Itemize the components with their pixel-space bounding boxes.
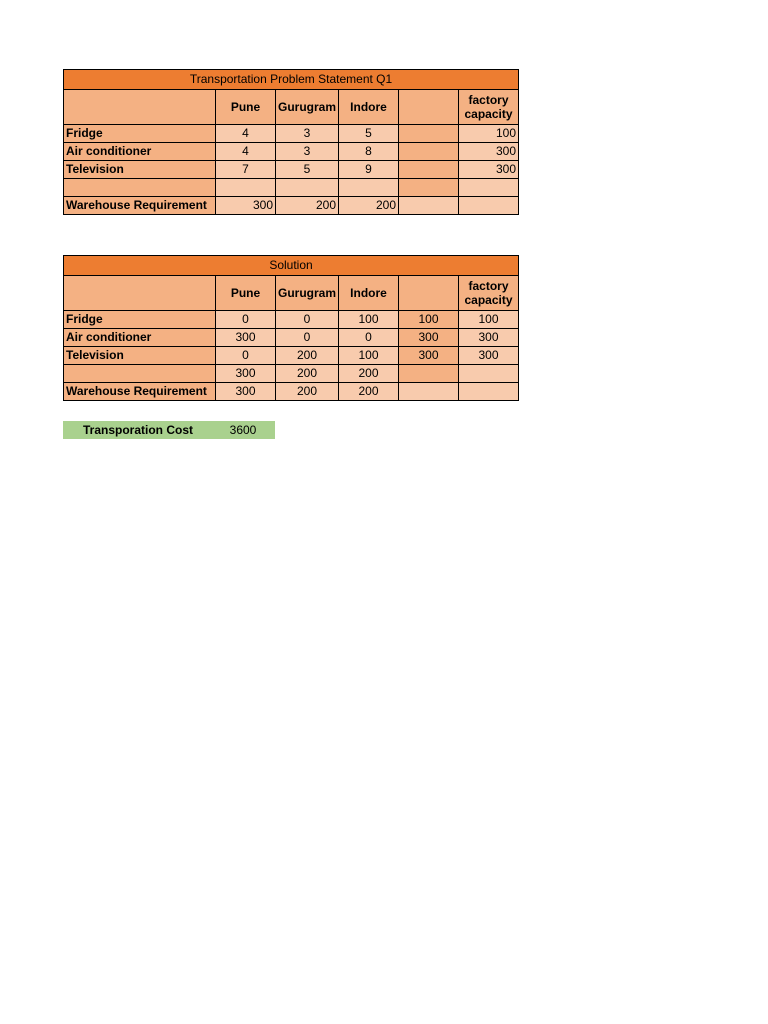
row-label-cell[interactable] <box>64 365 216 383</box>
row-label-cell[interactable]: Warehouse Requirement <box>64 383 216 401</box>
row-label-cell[interactable]: Warehouse Requirement <box>64 197 216 215</box>
solution-table <box>63 255 519 401</box>
empty-cell[interactable] <box>399 365 459 383</box>
empty-cell[interactable] <box>459 383 519 401</box>
row-label-cell[interactable] <box>64 179 216 197</box>
table-row <box>64 161 519 179</box>
solution-title-cell[interactable]: Solution <box>64 256 519 276</box>
capacity-cell[interactable]: 100 <box>459 125 519 143</box>
cost-cell[interactable]: 3 <box>276 125 339 143</box>
cost-cell[interactable]: 4 <box>216 125 276 143</box>
problem-table <box>63 69 519 215</box>
header-cell[interactable] <box>64 90 216 125</box>
requirement-cell[interactable]: 200 <box>276 197 339 215</box>
capacity-cell[interactable]: 300 <box>459 329 519 347</box>
capacity-cell[interactable]: 300 <box>459 347 519 365</box>
table-row <box>64 365 519 383</box>
cost-cell[interactable]: 9 <box>339 161 399 179</box>
empty-cell[interactable] <box>459 197 519 215</box>
empty-cell[interactable] <box>399 143 459 161</box>
capacity-cell[interactable]: 300 <box>459 161 519 179</box>
header-cell[interactable] <box>64 276 216 311</box>
requirement-cell[interactable]: 200 <box>276 383 339 401</box>
empty-cell[interactable] <box>276 179 339 197</box>
allocation-cell[interactable]: 0 <box>339 329 399 347</box>
header-cell[interactable]: factory capacity <box>459 90 519 125</box>
empty-cell[interactable] <box>399 197 459 215</box>
cost-cell[interactable]: 3 <box>276 143 339 161</box>
requirement-cell[interactable]: 300 <box>216 383 276 401</box>
allocation-cell[interactable]: 0 <box>216 347 276 365</box>
allocation-cell[interactable]: 300 <box>216 329 276 347</box>
row-label-cell[interactable]: Television <box>64 347 216 365</box>
row-label-cell[interactable]: Fridge <box>64 311 216 329</box>
empty-cell[interactable] <box>399 161 459 179</box>
transportation-cost-label[interactable]: Transporation Cost <box>82 423 193 437</box>
header-cell[interactable] <box>399 90 459 125</box>
transportation-cost-row <box>63 421 275 439</box>
cost-cell[interactable]: 7 <box>216 161 276 179</box>
table-row <box>64 311 519 329</box>
column-total-cell[interactable]: 200 <box>339 365 399 383</box>
empty-cell[interactable] <box>399 125 459 143</box>
row-total-cell[interactable]: 300 <box>399 329 459 347</box>
row-total-cell[interactable]: 300 <box>399 347 459 365</box>
allocation-cell[interactable]: 0 <box>216 311 276 329</box>
header-cell[interactable]: Pune <box>216 276 276 311</box>
header-cell[interactable]: Indore <box>339 90 399 125</box>
header-cell[interactable]: Indore <box>339 276 399 311</box>
capacity-cell[interactable]: 100 <box>459 311 519 329</box>
table-row <box>64 179 519 197</box>
empty-cell[interactable] <box>459 179 519 197</box>
table-row <box>64 125 519 143</box>
cost-cell[interactable]: 4 <box>216 143 276 161</box>
empty-cell[interactable] <box>459 365 519 383</box>
empty-cell[interactable] <box>399 383 459 401</box>
column-total-cell[interactable]: 200 <box>276 365 339 383</box>
allocation-cell[interactable]: 100 <box>339 347 399 365</box>
table-row <box>64 329 519 347</box>
row-label-cell[interactable]: Air conditioner <box>64 143 216 161</box>
header-cell[interactable]: factory capacity <box>459 276 519 311</box>
table-row <box>64 383 519 401</box>
row-label-cell[interactable]: Television <box>64 161 216 179</box>
row-total-cell[interactable]: 100 <box>399 311 459 329</box>
allocation-cell[interactable]: 0 <box>276 329 339 347</box>
row-label-cell[interactable]: Fridge <box>64 125 216 143</box>
allocation-cell[interactable]: 100 <box>339 311 399 329</box>
empty-cell[interactable] <box>339 179 399 197</box>
capacity-cell[interactable]: 300 <box>459 143 519 161</box>
table-row <box>64 347 519 365</box>
table-row <box>64 143 519 161</box>
header-cell[interactable]: Pune <box>216 90 276 125</box>
header-cell[interactable]: Gurugram <box>276 276 339 311</box>
header-cell[interactable]: Gurugram <box>276 90 339 125</box>
column-total-cell[interactable]: 300 <box>216 365 276 383</box>
allocation-cell[interactable]: 200 <box>276 347 339 365</box>
cost-cell[interactable]: 5 <box>276 161 339 179</box>
row-label-cell[interactable]: Air conditioner <box>64 329 216 347</box>
empty-cell[interactable] <box>399 179 459 197</box>
allocation-cell[interactable]: 0 <box>276 311 339 329</box>
cost-cell[interactable]: 5 <box>339 125 399 143</box>
requirement-cell[interactable]: 200 <box>339 383 399 401</box>
table-row <box>64 197 519 215</box>
header-cell[interactable] <box>399 276 459 311</box>
problem-title-cell[interactable]: Transportation Problem Statement Q1 <box>64 70 519 90</box>
empty-cell[interactable] <box>216 179 276 197</box>
transportation-cost-value[interactable]: 3600 <box>229 423 257 437</box>
requirement-cell[interactable]: 300 <box>216 197 276 215</box>
cost-cell[interactable]: 8 <box>339 143 399 161</box>
requirement-cell[interactable]: 200 <box>339 197 399 215</box>
